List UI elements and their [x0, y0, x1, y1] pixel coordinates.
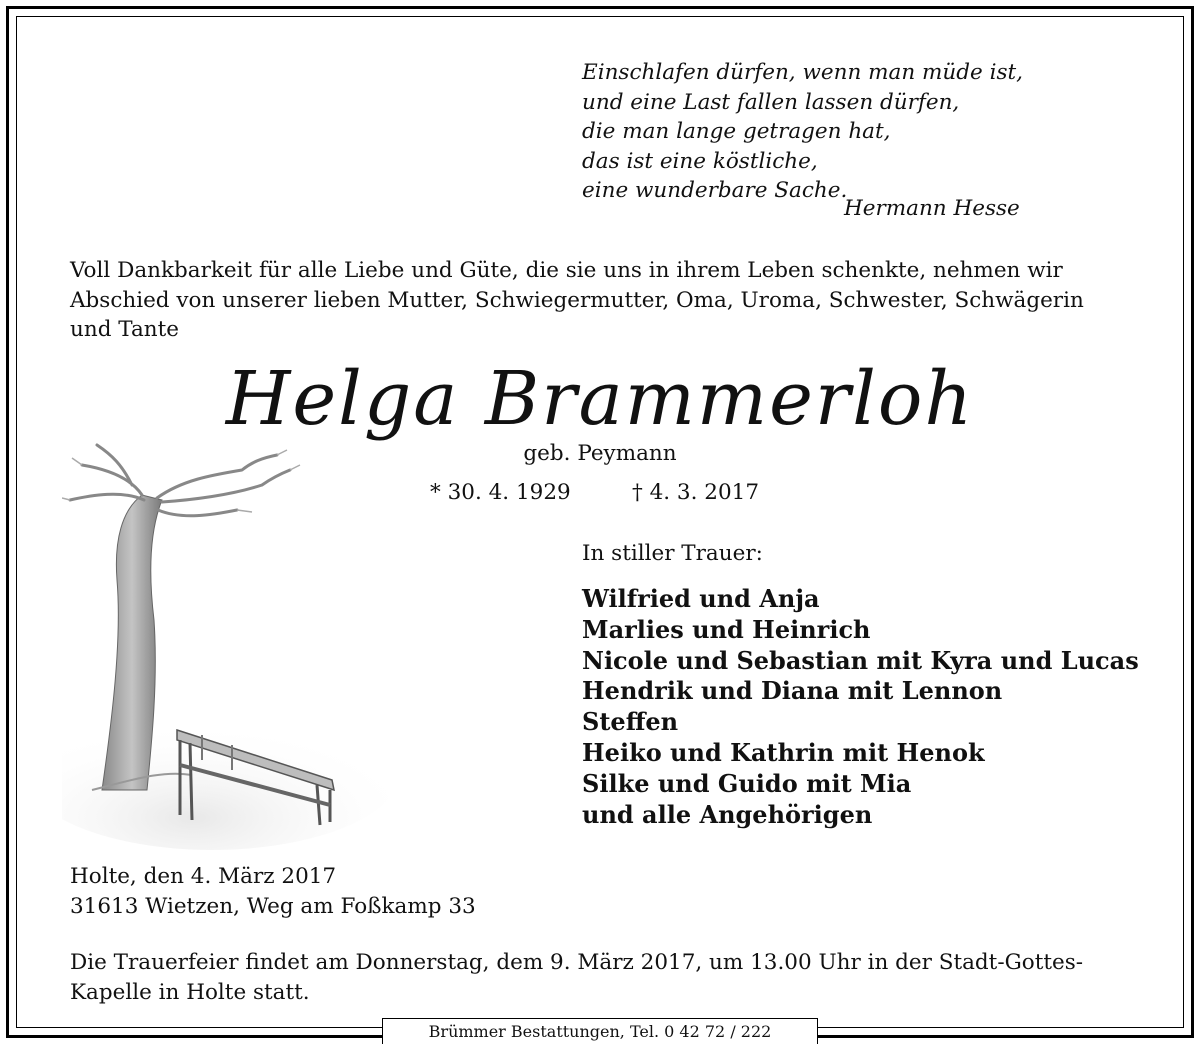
- poem-line: das ist eine köstliche,: [582, 148, 818, 174]
- address: 31613 Wietzen, Weg am Foßkamp 33: [70, 893, 476, 919]
- intro-text: [70, 256, 1150, 345]
- birth-date: * 30. 4. 1929: [430, 480, 571, 505]
- mourner-name: Wilfried und Anja: [582, 584, 820, 613]
- deceased-name: Helga Brammerloh: [225, 356, 975, 442]
- poem-line: die man lange getragen hat,: [582, 119, 891, 144]
- poem-line: und eine Last fallen lassen dürfen,: [582, 89, 960, 115]
- poem: [582, 58, 1023, 206]
- maiden-name: geb. Peymann: [523, 441, 677, 466]
- intro-line: Abschied von unserer lieben Mutter, Schwiegermutter, Oma, Uroma, Schwester, Schwägerin: [70, 287, 1084, 313]
- mourning-label: In stiller Trauer:: [582, 541, 763, 566]
- intro-line: und Tante: [70, 317, 179, 342]
- poem-author: Hermann Hesse: [844, 196, 1020, 221]
- tree-bench-drawing: [62, 440, 392, 850]
- ceremony-notice: [70, 948, 1150, 1007]
- mourner-name: Nicole und Sebastian mit Kyra und Lucas: [582, 645, 1139, 675]
- mourner-name: Silke und Guido mit Mia: [582, 768, 912, 798]
- mourner-name: Steffen: [582, 707, 679, 737]
- death-date: † 4. 3. 2017: [632, 480, 759, 505]
- mourner-name: Marlies und Heinrich: [582, 614, 871, 644]
- place-date: Holte, den 4. März 2017: [70, 864, 337, 889]
- mourner-name: und alle Angehörigen: [582, 799, 873, 829]
- ceremony-line: Kapelle in Holte statt.: [70, 979, 310, 1005]
- mourners-list: [582, 584, 1139, 830]
- intro-line: Voll Dankbarkeit für alle Liebe und Güte, die sie uns in ihrem Leben schenkte, nehmen wir: [70, 258, 1063, 283]
- place-and-address: [70, 862, 476, 921]
- mourner-name: Heiko und Kathrin mit Henok: [582, 737, 985, 767]
- poem-line: eine wunderbare Sache.: [582, 178, 848, 203]
- funeral-home-footer: Brümmer Bestattungen, Tel. 0 42 72 / 222: [428, 1022, 772, 1041]
- mourner-name: Hendrik und Diana mit Lennon: [582, 676, 1003, 706]
- ceremony-line: Die Trauerfeier findet am Donnerstag, dem 9. März 2017, um 13.00 Uhr in der Stadt-Gottes-: [70, 950, 1084, 975]
- poem-line: Einschlafen dürfen, wenn man müde ist,: [582, 60, 1023, 85]
